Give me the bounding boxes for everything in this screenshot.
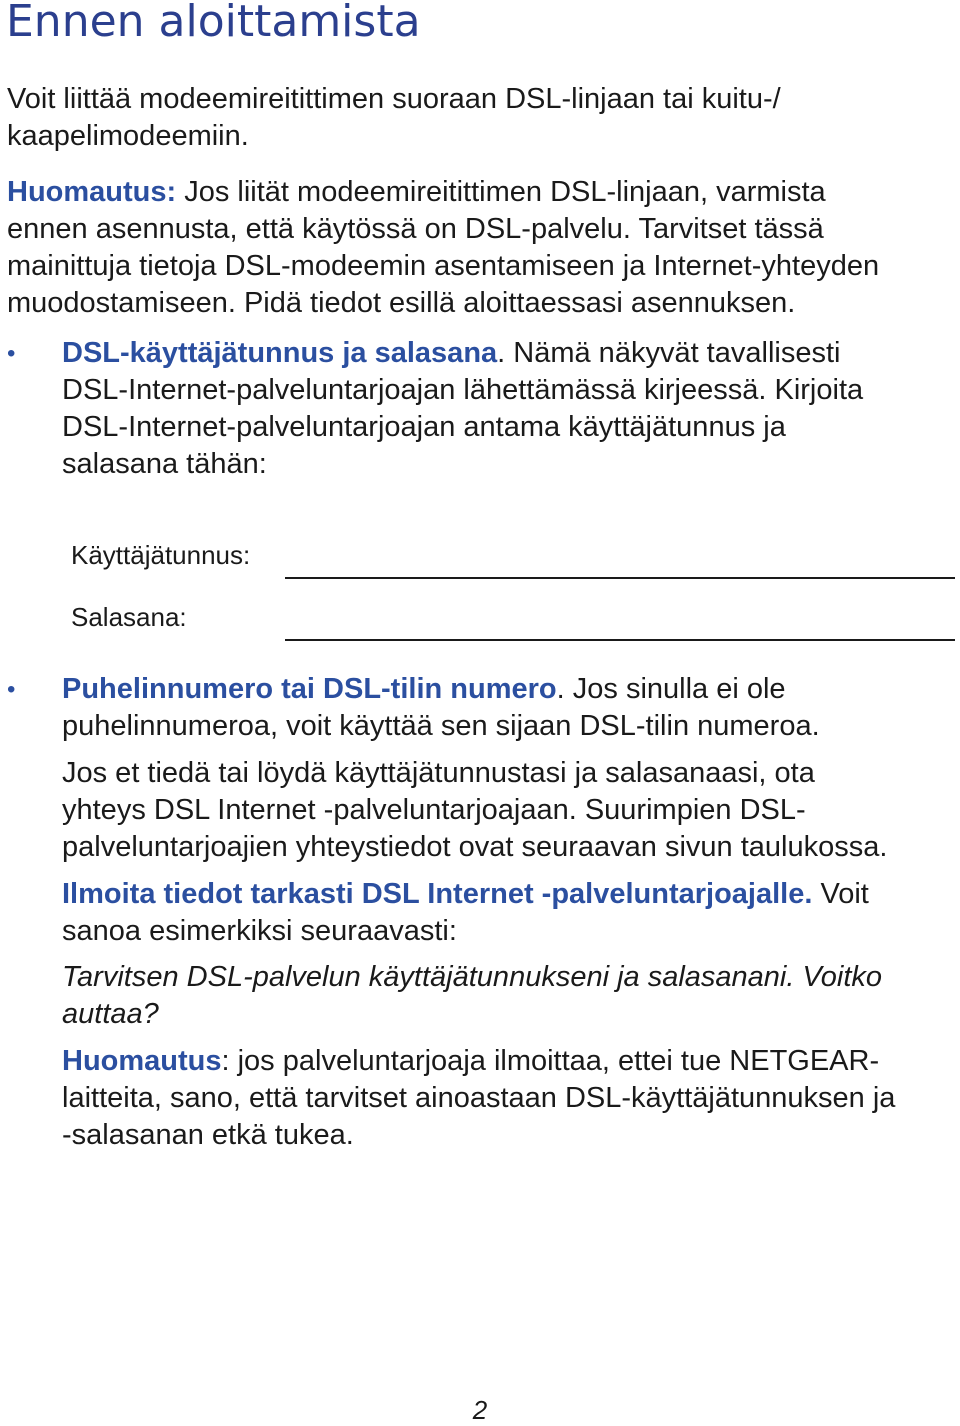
help-line-3: palveluntarjoajien yhteystiedot ovat seuraavan sivun taulukossa. (62, 831, 888, 863)
note-line-3: mainittuja tietoja DSL-modeemin asentamiseen ja Internet-yhteyden (7, 250, 880, 282)
phone-item (62, 671, 820, 745)
help-line-2: yhteys DSL Internet -palveluntarjoajaan. Suurimpien DSL- (62, 794, 806, 826)
page-number: 2 (472, 1395, 488, 1425)
credentials-item (62, 335, 863, 483)
note2-label: Huomautus (62, 1045, 222, 1077)
note2-line-1: : jos palveluntarjoaja ilmoittaa, ettei tue NETGEAR- (221, 1045, 880, 1077)
note-label: Huomautus: (7, 176, 177, 208)
phone-heading: Puhelinnumero tai DSL-tilin numero (62, 673, 557, 705)
credentials-line-2: DSL-Internet-palveluntarjoajan lähettämässä kirjeessä. Kirjoita (62, 374, 864, 406)
phone-line-1: . Jos sinulla ei ole (556, 673, 786, 705)
help-paragraph (62, 755, 887, 866)
bullet-icon: • (7, 340, 16, 367)
credentials-heading: DSL-käyttäjätunnus ja salasana (62, 337, 498, 369)
help-line-1: Jos et tiedä tai löydä käyttäjätunnustasi ja salasanaasi, ota (62, 757, 815, 789)
username-write-line (285, 577, 955, 579)
note-line-4: muodostamiseen. Pidä tiedot esillä aloittaessasi asennuksen. (7, 287, 796, 319)
note2-line-2: laitteita, sano, että tarvitset ainoastaan DSL-käyttäjätunnuksen ja (62, 1082, 896, 1114)
intro-line-2: kaapelimodeemiin. (7, 120, 249, 152)
intro-line-1: Voit liittää modeemireitittimen suoraan DSL-linjaan tai kuitu-/ (7, 83, 781, 115)
bullet-icon: • (7, 676, 16, 703)
note2-line-3: -salasanan etkä tukea. (62, 1119, 354, 1151)
quote-line-1: Tarvitsen DSL-palvelun käyttäjätunnukseni ja salasanani. Voitko (62, 961, 883, 993)
note-paragraph (7, 174, 879, 322)
credentials-line-1: . Nämä näkyvät tavallisesti (497, 337, 841, 369)
quote-line-2: auttaa? (62, 998, 159, 1030)
credentials-line-4: salasana tähän: (62, 448, 267, 480)
inform-line-2: sanoa esimerkiksi seuraavasti: (62, 915, 457, 947)
page-title: Ennen aloittamista (6, 0, 421, 47)
password-label: Salasana: (71, 602, 187, 632)
inform-heading: Ilmoita tiedot tarkasti DSL Internet -palveluntarjoajalle. (62, 878, 813, 910)
username-label: Käyttäjätunnus: (71, 540, 251, 570)
inform-paragraph (62, 876, 869, 950)
note-line-2: ennen asennusta, että käytössä on DSL-palvelu. Tarvitset tässä (7, 213, 824, 245)
intro-paragraph (7, 81, 781, 155)
note-line-1: Jos liität modeemireitittimen DSL-linjaan, varmista (176, 176, 826, 208)
phone-line-2: puhelinnumeroa, voit käyttää sen sijaan DSL-tilin numeroa. (62, 710, 820, 742)
inform-line-1: Voit (812, 878, 869, 910)
credentials-line-3: DSL-Internet-palveluntarjoajan antama käyttäjätunnus ja (62, 411, 786, 443)
example-quote (62, 959, 882, 1033)
password-write-line (285, 639, 955, 641)
note2-paragraph (62, 1043, 895, 1154)
